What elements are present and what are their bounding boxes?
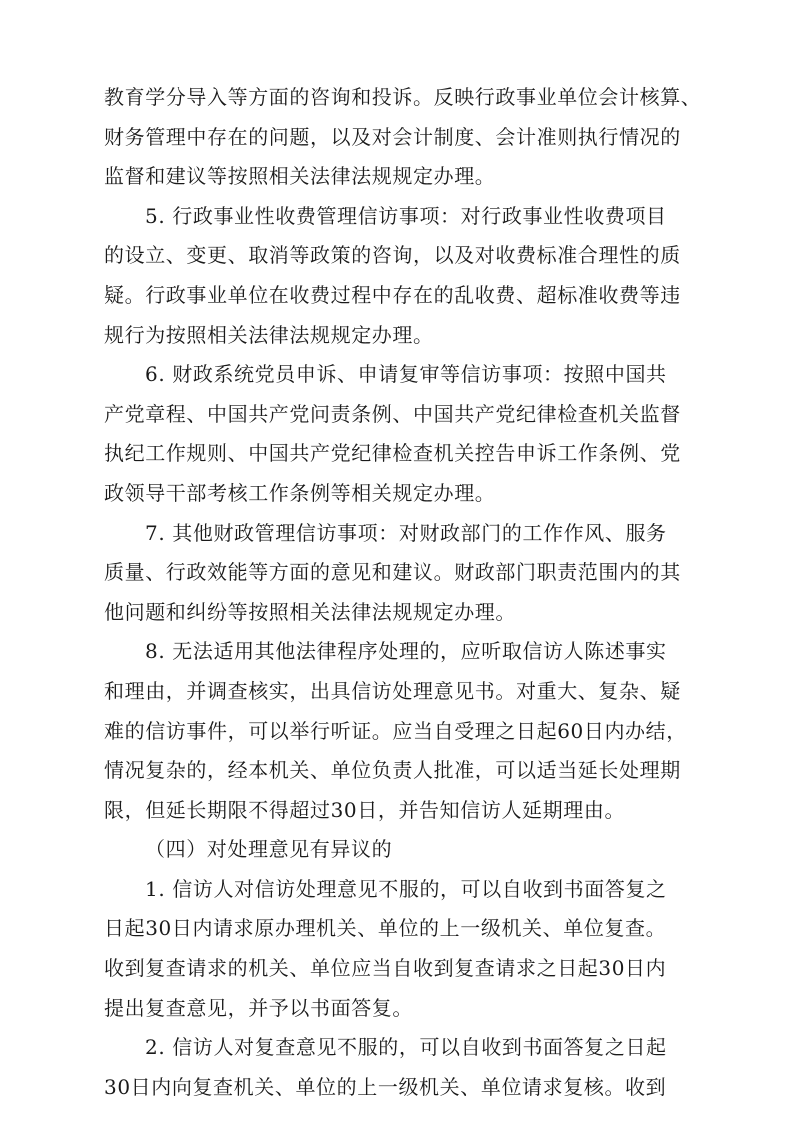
text-line-22: 日起30日内请求原办理机关、单位的上一级机关、单位复查。 xyxy=(104,916,667,941)
text-line-13: 质量、行政效能等方面的意见和建议。财政部门职责范围内的其 xyxy=(104,560,681,585)
text-line-16: 和理由，并调查核实，出具信访处理意见书。对重大、复杂、疑 xyxy=(104,678,681,703)
text-line-11: 政领导干部考核工作条例等相关规定办理。 xyxy=(104,480,496,505)
text-line-23: 收到复查请求的机关、单位应当自收到复查请求之日起30日内 xyxy=(104,956,667,981)
text-line-8: 6. 财政系统党员申诉、申请复审等信访事项：按照中国共 xyxy=(145,362,667,387)
text-line-7: 规行为按照相关法律法规规定办理。 xyxy=(104,322,434,347)
section-heading: （四）对处理意见有异议的 xyxy=(145,837,393,862)
text-line-6: 疑。行政事业单位在收费过程中存在的乱收费、超标准收费等违 xyxy=(104,282,681,307)
document-body xyxy=(104,78,702,1107)
text-line-5: 的设立、变更、取消等政策的咨询，以及对收费标准合理性的质 xyxy=(104,243,681,268)
text-line-24: 提出复查意见，并予以书面答复。 xyxy=(104,995,413,1020)
text-line-3: 监督和建议等按照相关法律法规规定办理。 xyxy=(104,164,496,189)
text-line-15: 8. 无法适用其他法律程序处理的，应听取信访人陈述事实 xyxy=(145,639,667,664)
text-line-25: 2. 信访人对复查意见不服的，可以自收到书面答复之日起 xyxy=(145,1035,667,1060)
text-line-2: 财务管理中存在的问题，以及对会计制度、会计准则执行情况的 xyxy=(104,124,681,149)
text-line-21: 1. 信访人对信访处理意见不服的，可以自收到书面答复之 xyxy=(145,876,667,901)
text-line-12: 7. 其他财政管理信访事项：对财政部门的工作作风、服务 xyxy=(145,520,667,545)
text-line-1: 教育学分导入等方面的咨询和投诉。反映行政事业单位会计核算、 xyxy=(104,85,702,109)
text-line-19: 限，但延长期限不得超过30日，并告知信访人延期理由。 xyxy=(104,797,626,822)
text-line-26: 30日内向复查机关、单位的上一级机关、单位请求复核。收到 xyxy=(104,1074,667,1099)
text-line-4: 5. 行政事业性收费管理信访事项：对行政事业性收费项目 xyxy=(145,203,667,228)
text-line-10: 执纪工作规则、中国共产党纪律检查机关控告申诉工作条例、党 xyxy=(104,441,681,466)
text-line-9: 产党章程、中国共产党问责条例、中国共产党纪律检查机关监督 xyxy=(104,401,681,426)
text-line-17: 难的信访事件，可以举行听证。应当自受理之日起60日内办结， xyxy=(104,718,687,743)
text-line-14: 他问题和纠纷等按照相关法律法规规定办理。 xyxy=(104,599,516,624)
text-line-18: 情况复杂的，经本机关、单位负责人批准，可以适当延长处理期 xyxy=(104,758,681,783)
